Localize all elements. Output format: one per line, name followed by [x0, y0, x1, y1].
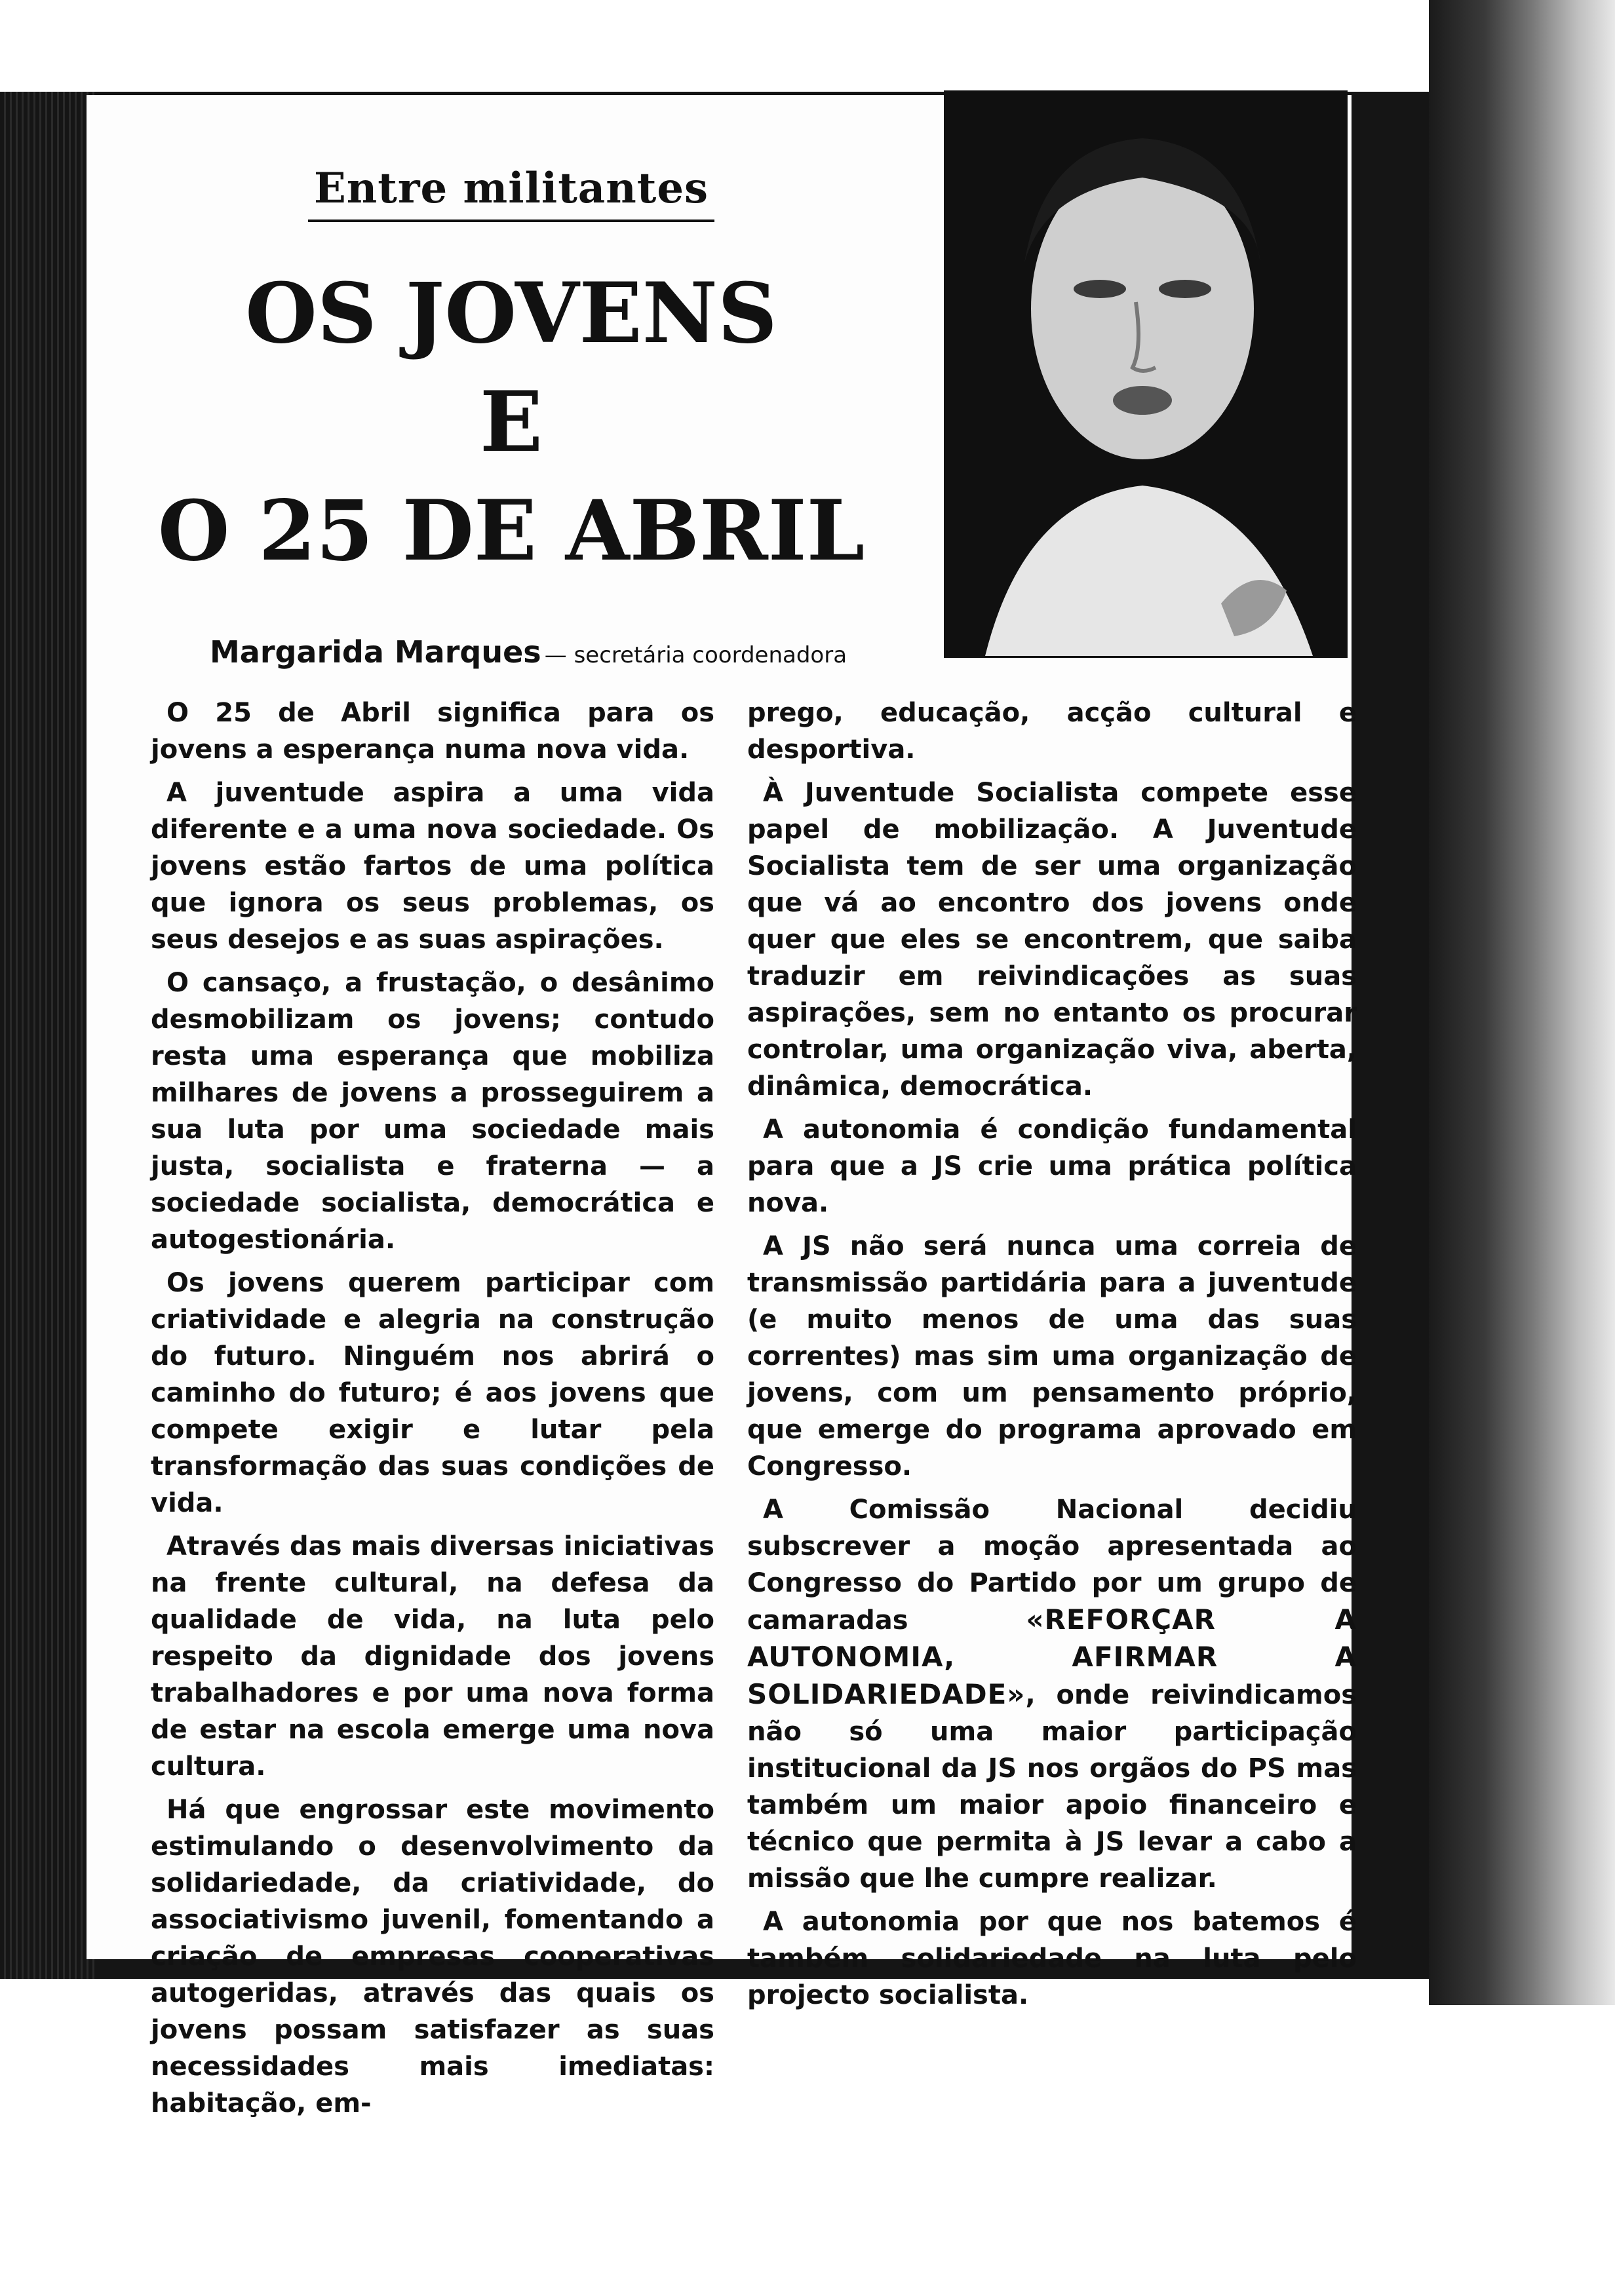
portrait-photo-drawing — [946, 92, 1346, 656]
paragraph — [747, 1491, 1357, 1897]
paragraph-text: A Comissão Nacional decidiu subscrever a moção apresentada ao Congresso do Partido por um grupo de camaradas — [747, 1495, 1357, 1636]
paragraph: O 25 de Abril significa para os jovens a esperança numa nova vida. — [151, 698, 714, 765]
paragraph: A JS não será nunca uma correia de transmissão partidária para a juventude (e muito menos de uma das suas correntes) mas sim uma organização de jovens, com um pensamento próprio, que emerge do programa aprovado em Congresso. — [747, 1231, 1357, 1482]
paragraph: O cansaço, a frustação, o desânimo desmobilizam os jovens; contudo resta uma esperança que mobiliza milhares de jovens a prosseguirem a sua luta por uma sociedade mais justa, socialista e fraterna — a sociedade socialista, democrática e autogestionária. — [151, 968, 714, 1255]
author-name: Margarida Marques — [210, 634, 541, 670]
headline-line-2: E — [479, 373, 543, 470]
left-column — [151, 695, 714, 2128]
headline-line-3: O 25 DE ABRIL — [157, 482, 865, 579]
author-role: — secretária coordenadora — [544, 642, 847, 668]
headline — [131, 265, 891, 579]
page-top-margin — [0, 0, 1615, 95]
paragraph: prego, educação, acção cultural e desportiva. — [747, 698, 1357, 765]
portrait-photo-icon — [944, 90, 1348, 658]
paragraph: À Juventude Socialista compete esse papel de mobilização. A Juventude Socialista tem de ser uma organização que vá ao encontro dos jovens onde quer que eles se encontrem, que saiba traduzir em reivindicações as suas aspirações, sem no entanto os procurar controlar, uma organização viva, aberta, dinâmica, democrática. — [747, 778, 1357, 1101]
paragraph: A juventude aspira a uma vida diferente e a uma nova sociedade. Os jovens estão fartos de uma política que ignora os seus problemas, os seus desejos e as suas aspirações. — [151, 778, 714, 955]
byline — [210, 634, 931, 670]
paragraph-text: , onde reivindicamos não só uma maior participação institucional da JS nos orgãos do PS mas também um maior apoio financeiro e técnico que permita à JS levar a cabo a missão que lhe cumpre realizar. — [747, 1680, 1357, 1894]
paragraph: A autonomia é condição fundamental para que a JS crie uma prática política nova. — [747, 1115, 1357, 1218]
scan-shadow-edge — [1429, 0, 1615, 2005]
section-kicker: Entre militantes — [308, 164, 714, 222]
paragraph: Há que engrossar este movimento estimulando o desenvolvimento da solidariedade, da criatividade, do associativismo juvenil, fomentando a criação de empresas cooperativas autogeridas, através das quais os jovens possam satisfazer as suas necessidades mais imediatas: habitação, em- — [151, 1795, 714, 2118]
motion-title: «REFORÇAR A AUTONOMIA, AFIRMAR A SOLIDARIEDADE» — [747, 1603, 1357, 1710]
right-column — [747, 695, 1357, 2020]
paragraph: Os jovens querem participar com criatividade e alegria na construção do futuro. Ninguém nos abrirá o caminho do futuro; é aos jovens que compete exigir e lutar pela transformação das suas condições de vida. — [151, 1268, 714, 1518]
paragraph: A autonomia por que nos batemos é também solidariedade na luta pelo projecto socialista. — [747, 1907, 1357, 2010]
paragraph: Através das mais diversas iniciativas na frente cultural, na defesa da qualidade de vida, na luta pelo respeito da dignidade dos jovens trabalhadores e por uma nova forma de estar na escola emerge uma nova cultura. — [151, 1531, 714, 1782]
headline-line-1: OS JOVENS — [245, 265, 777, 362]
